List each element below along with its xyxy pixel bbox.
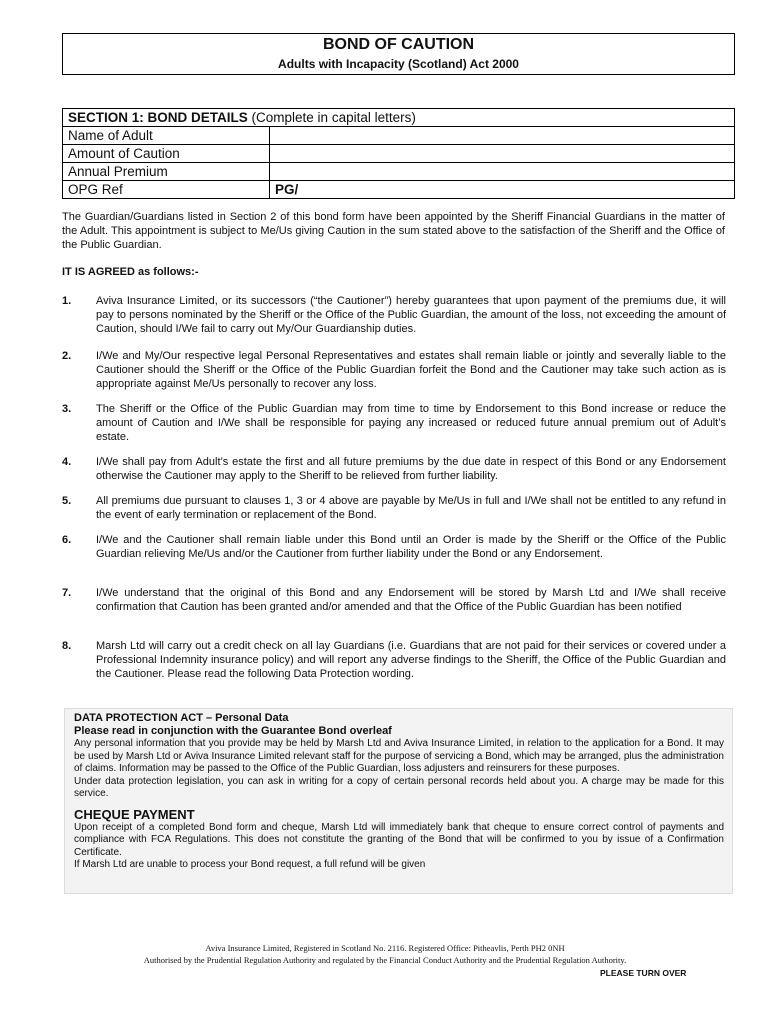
annual-premium-field[interactable] [270,163,735,181]
section-note: (Complete in capital letters) [251,109,416,125]
clause-number: 4. [62,456,72,468]
data-protection-box [64,708,733,894]
table-row [63,127,735,145]
data-protection-paragraph-2: Under data protection legislation, you can ask in writing for a copy of certain personal records held about you. A charge may be made for this service. [74,775,724,799]
title-box [62,33,735,75]
clause-3 [62,402,726,444]
table-row [63,163,735,181]
field-label-annual-premium: Annual Premium [63,163,270,181]
data-protection-subheading: Please read in conjunction with the Guarantee Bond overleaf [74,725,392,737]
clause-text: Marsh Ltd will carry out a credit check on all lay Guardians (i.e. Guardians that are not paid for their services or covered under a Professional Indemnity insurance policy) and will report any adverse findings to the Sheriff, the Office of the Public Guardian and the Cautioner. Please read the following Data Protection wording. [96,640,726,680]
field-label-amount-of-caution: Amount of Caution [63,145,270,163]
clause-8 [62,639,726,681]
bond-details-table [62,108,735,199]
please-turn-over: PLEASE TURN OVER [600,968,687,978]
clause-number: 6. [62,534,72,546]
cheque-payment-paragraph: Upon receipt of a completed Bond form and cheque, Marsh Ltd will immediately bank that cheque to ensure correct control of payments and compliance with FCA Regulations. This does not constitute the granting of the Bond that will be confirmed to you by issue of a Confirmation Certificate. [74,821,724,858]
clause-text: I/We shall pay from Adult’s estate the first and all future premiums by the due date in respect of this Bond or any Endorsement otherwise the Cautioner may apply to the Sheriff to be relieved from further liability. [96,456,726,482]
page-title: BOND OF CAUTION [322,36,475,53]
field-label-name-of-adult: Name of Adult [63,127,270,145]
cheque-refund-paragraph: If Marsh Ltd are unable to process your Bond request, a full refund will be given [74,859,426,870]
footer-regulation: Authorised by the Prudential Regulation Authority and regulated by the Financial Conduct Authority and the Prudential Regulation Authority. [143,955,627,965]
clause-number: 5. [62,495,72,507]
clause-number: 8. [62,640,72,652]
clause-number: 7. [62,587,72,599]
footer-registration: Aviva Insurance Limited, Registered in Scotland No. 2116. Registered Office: Pitheavlis, Perth PH2 0NH [205,943,565,953]
clause-text: All premiums due pursuant to clauses 1, 3 or 4 above are payable by Me/Us in full and I/We shall not be entitled to any refund in the event of early termination or replacement of the Bond. [96,495,726,521]
agreed-heading: IT IS AGREED as follows:- [62,266,199,278]
clause-5 [62,494,726,522]
section-title: SECTION 1: BOND DETAILS [68,109,248,125]
table-row [63,181,735,199]
name-of-adult-field[interactable] [270,127,735,145]
clause-text: I/We and the Cautioner shall remain liable under this Bond until an Order is made by the Sheriff or the Office of the Public Guardian relieving Me/Us and/or the Cautioner from further liability under the Bond or any Endorsement. [96,534,726,560]
clause-number: 2. [62,350,72,362]
field-label-opg-ref: OPG Ref [63,181,270,199]
clause-number: 1. [62,295,72,307]
clause-6 [62,533,726,561]
clause-1 [62,294,726,336]
clause-text: The Sheriff or the Office of the Public Guardian may from time to time by Endorsement to this Bond increase or reduce the amount of Caution and I/We shall be responsible for paying any increased or reduced future annual premium out of Adult’s estate. [96,403,726,443]
page-subtitle: Adults with Incapacity (Scotland) Act 2000 [278,57,519,71]
intro-paragraph: The Guardian/Guardians listed in Section 2 of this bond form have been appointed by the Sheriff Financial Guardians in the matter of the Adult. This appointment is subject to Me/Us giving Caution in the sum stated above to the satisfaction of the Sheriff and the Office of the Public Guardian. [62,211,725,251]
amount-of-caution-field[interactable] [270,145,735,163]
clause-2 [62,349,726,391]
table-row [63,145,735,163]
section-header-row [63,109,735,127]
data-protection-heading: DATA PROTECTION ACT – Personal Data [74,712,289,724]
opg-ref-field[interactable]: PG/ [270,181,735,199]
clause-text: I/We understand that the original of this Bond and any Endorsement will be stored by Marsh Ltd and I/We shall receive confirmation that Caution has been granted and/or amended and that the Office of the Public Guardian has been notified [96,587,726,613]
clause-text: I/We and My/Our respective legal Personal Representatives and estates shall remain liable or jointly and severally liable to the Cautioner should the Sheriff or the Office of the Public Guardian forfeit the Bond and the Cautioner may take such action as is appropriate against Me/Us personally to recover any loss. [96,350,726,390]
clause-number: 3. [62,403,72,415]
clause-text: Aviva Insurance Limited, or its successors (“the Cautioner”) hereby guarantees that upon payment of the premiums due, it will pay to persons nominated by the Sheriff or the Office of the Public Guardian, the amount of the loss, not exceeding the amount of Caution, should I/We fail to carry out My/Our Guardianship duties. [96,295,726,335]
clause-7 [62,586,726,614]
data-protection-paragraph: Any personal information that you provide may be held by Marsh Ltd and Aviva Insurance Limited, in relation to the application for a Bond. It may be used by Marsh Ltd or Aviva Insurance Limited relevant staff for the purpose of servicing a Bond, which may be arranged, plus the administration of claims. Information may be passed to the Office of the Public Guardian, loss adjusters and reinsurers for these purposes. [74,738,724,774]
clause-4 [62,455,726,483]
cheque-payment-heading: CHEQUE PAYMENT [74,806,195,822]
